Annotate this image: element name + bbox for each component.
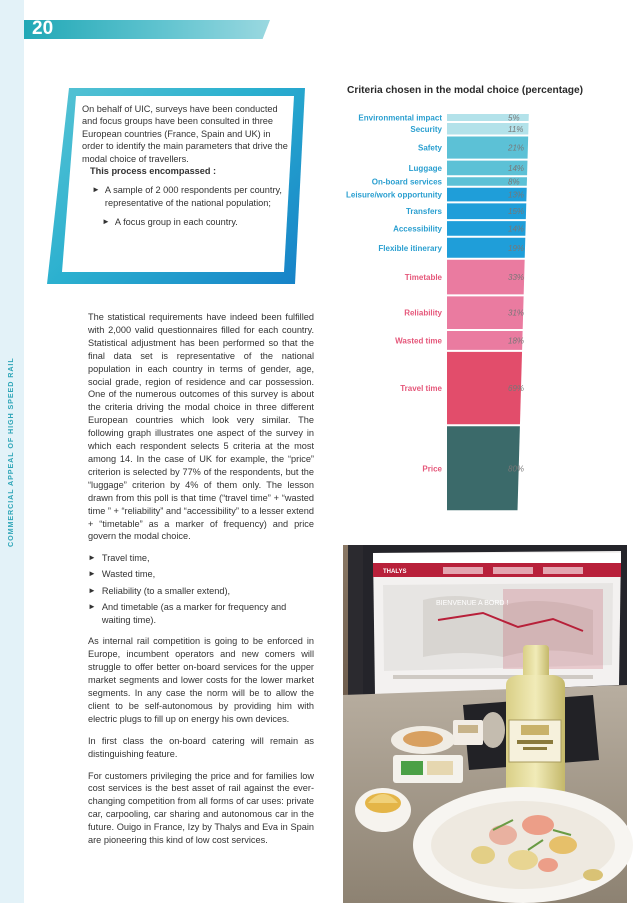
bullet-arrow-icon: ► [102,217,110,227]
body-paragraph: In first class the on-board catering will remain as distinguishing feature. [88,735,314,759]
chart-value-label: 8% [508,177,520,187]
page-number: 20 [32,18,54,39]
side-running-title: COMMERCIAL APPEAL OF HIGH SPEED RAIL [6,357,15,547]
bullet-arrow-icon: ► [88,601,96,611]
list-item-text: Travel time, [101,553,150,564]
chart-category-label: Accessibility [393,224,442,234]
list-item [88,601,314,627]
callout-bullet [92,184,288,209]
screen-brand: THALYS [383,569,407,575]
chart-category-label: Transfers [405,207,442,217]
chart-value-label: 80% [508,464,525,474]
bullet-arrow-icon: ► [88,553,96,563]
list-item [88,568,314,581]
body-paragraph: For customers privileging the price and for families low cost services is the best asset of rail against the ever-changing competition from all forms of car uses: private car, carpooling, car sharing and autonomous car in the future. Ouigo in France, Izy by Thalys and Eva in Spain are pioneering this kind of low cost services. [88,770,314,846]
chart-value-label: 15% [508,207,525,217]
chart-value-label: 5% [508,113,520,123]
list-item [88,552,314,565]
chart-value-label: 33% [508,273,525,283]
callout-encompassed: This process encompassed : [90,166,217,177]
chart-category-label: Leisure/work opportunity [345,190,442,200]
chart-category-label: Luggage [408,163,442,173]
onboard-catering-photo [343,545,627,903]
body-text [88,311,314,847]
list-item-text: Wasted time, [101,569,156,580]
chart-category-label: Reliability [404,308,442,318]
photo-illustration [343,545,627,903]
bullet-arrow-icon: ► [88,585,96,595]
chart-value-label: 14% [508,224,525,234]
list-item [88,585,314,598]
time-criteria-list [88,552,314,626]
chart-category-label: Flexible itinerary [378,243,442,253]
body-paragraph: As internal rail competition is going to be enforced in Europe, incumbent operators and new comers will struggle to offer better on-board services for the upper market segments and lower costs for the lower market segments. In any case the norm will be to allow the client to be self-autonomous by providing him with electric plugs to fill up on energy his own devices. [88,636,314,724]
chart-value-label: 14% [508,163,525,173]
chart-value-label: 13% [508,190,525,200]
chart-value-label: 11% [508,124,524,134]
chart-value-label: 69% [508,384,525,394]
callout-intro: On behalf of UIC, surveys have been conducted and focus groups have been consulted in three European countries (France, Spain and UK) in order to identify the main parameters that drive the modal choice of travellers. [82,104,288,164]
body-paragraph: The statistical requirements have indeed been fulfilled with 2,000 valid questionnaires filled for each country. Statistical adjustment has been performed so that the final data set is representative of the national population in each country in terms of gender, age, social grade, region of residence and car possession. One of the numerous outcomes of this survey is about the criteria driving the modal choice in three different European countries which look very similar. The following graph illustrates one aspect of the survey in which each respondent selects 5 criteria at the most among 14. In the case of UK for example, the “price” criterion is selected by 77% of the respondents, but the “luggage” criterion by 4% of them only. The lesson drawn from this poll is that time (“travel time” + “wasted time ” + “reliability” and “accessibility” to a lesser extend + “timetable” as a marker of frequency) and price govern the modal choice. [88,312,314,542]
bullet-arrow-icon: ► [92,185,100,195]
list-item-text: Reliability (to a smaller extend), [101,585,231,596]
chart-category-label: Travel time [400,384,442,394]
chart-title: Criteria chosen in the modal choice (percentage) [347,85,584,96]
chart-category-label: Timetable [404,273,442,283]
screen-banner: BIENVENUE A BORD ! [436,600,509,607]
chart-category-label: Environmental impact [358,113,442,123]
chart-category-label: Safety [417,143,442,153]
list-item-text: And timetable (as a marker for frequency and waiting time). [101,601,287,625]
chart-category-label: Wasted time [395,336,442,346]
chart-value-label: 19% [508,243,525,253]
callout-text [82,103,288,229]
page-number-band [24,20,270,39]
callout-bullet-text: A sample of 2 000 respondents per country, representative of the national population; [104,185,282,208]
callout-bullet [102,216,288,228]
callout-bullet-text: A focus group in each country. [114,217,238,228]
chart-category-label: On-board services [371,177,442,187]
chart-value-label: 18% [508,336,525,346]
chart-value-label: 31% [508,308,525,318]
chart-value-label: 21% [508,143,525,153]
chart-category-label: Price [422,464,442,474]
chart-category-label: Security [410,124,442,134]
bullet-arrow-icon: ► [88,569,96,579]
criteria-funnel-chart [330,108,570,474]
